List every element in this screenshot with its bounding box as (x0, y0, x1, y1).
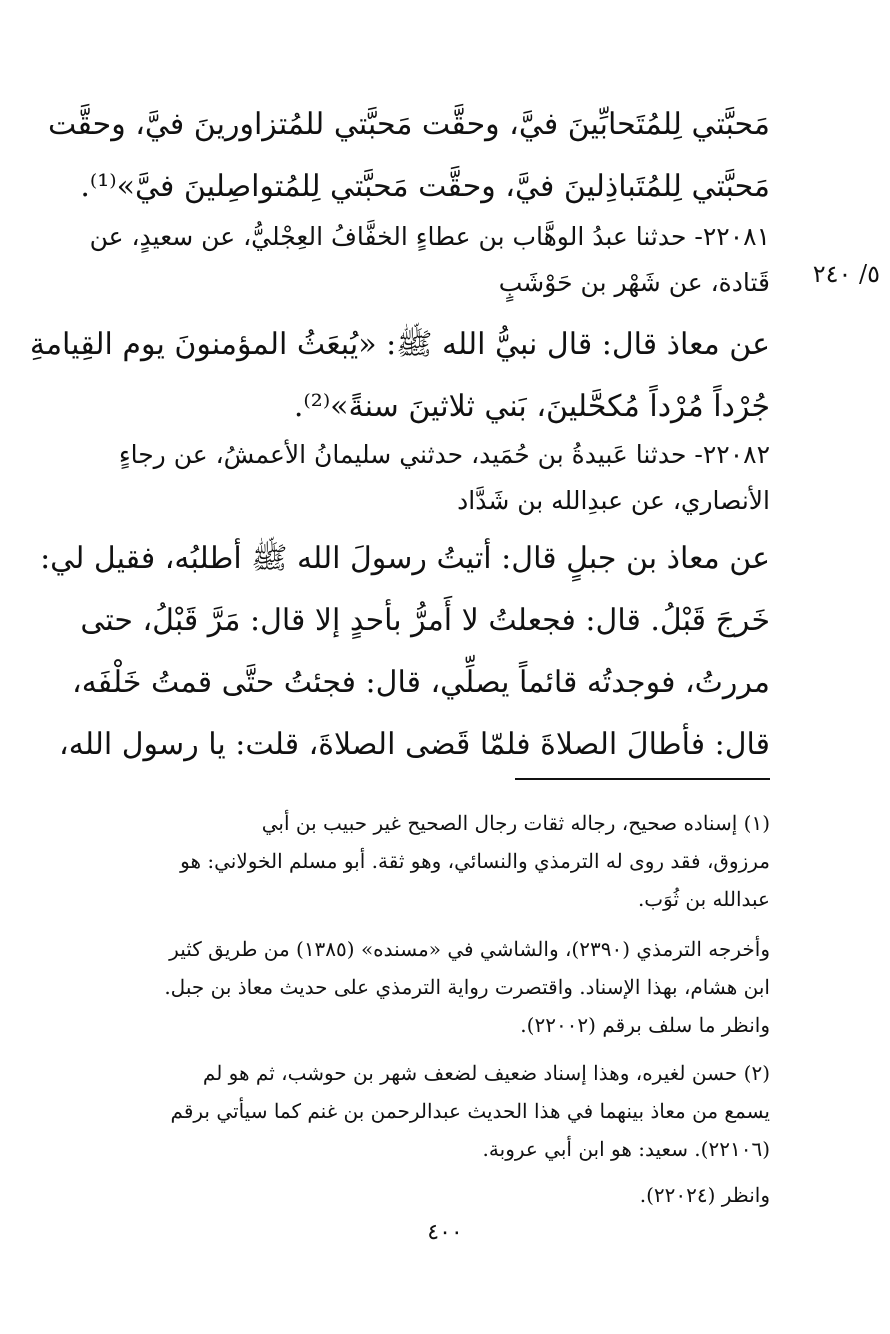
margin-volume-page-ref: ٥/ ٢٤٠ (812, 260, 880, 288)
hadith-22081-isnad (70, 214, 770, 306)
hadith-22081-matn (29, 314, 770, 438)
text-line: ٢٢٠٨٢- حدثنا عَبيدةُ بن حُمَيد، حدثني سليمانُ الأعمشُ، عن رجاءٍ (118, 440, 770, 469)
text-line: الأنصاري، عن عبدِالله بن شَدَّاد (457, 486, 770, 515)
text-line: خَرجَ قَبْلُ. قال: فجعلتُ لا أَمرُّ بأحدٍ إلا قال: مَرَّ قَبْلُ، حتى (80, 603, 770, 638)
footnote-line: وانظر (٢٢٠٢٤). (639, 1183, 770, 1207)
text-line: ٢٢٠٨١- حدثنا عبدُ الوهَّاب بن عطاءٍ الخفَّافُ العِجْليُّ، عن سعيدٍ، عن (89, 222, 770, 251)
footnote-line: وأخرجه الترمذي (٢٣٩٠)، والشاشي في «مسنده» (١٣٨٥) من طريق كثير (169, 937, 770, 961)
footnote-line: عبدالله بن ثُوَب. (637, 887, 770, 911)
footnote-2 (70, 1054, 770, 1168)
footnote-line: وانظر ما سلف برقم (٢٢٠٠٢). (520, 1013, 770, 1037)
page-number: ٤٠٠ (427, 1220, 463, 1245)
text-line: قَتادة، عن شَهْر بن حَوْشَبٍ (498, 268, 770, 297)
main-text-continuation (48, 94, 770, 218)
text-line: مَحبَّتي لِلمُتَباذِلينَ فيَّ، وحقَّت مَحبَّتي لِلمُتواصِلينَ فيَّ»⁽¹⁾. (80, 169, 770, 204)
footnote-separator (515, 778, 770, 780)
footnote-1 (70, 804, 770, 918)
footnote-line: ابن هشام، بهذا الإسناد. واقتصرت رواية الترمذي على حديث معاذ بن جبل. (164, 975, 770, 999)
text-line: مررتُ، فوجدتُه قائماً يصلِّي، قال: فجئتُ حتَّى قمتُ خَلْفَه، (72, 665, 770, 700)
footnote-line: (١) إسناده صحيح، رجاله ثقات رجال الصحيح غير حبيب بن أبي (261, 811, 770, 835)
footnote-line: (٢) حسن لغيره، وهذا إسناد ضعيف لضعف شهر بن حوشب، ثم هو لم (202, 1061, 770, 1085)
text-line: جُرْداً مُرْداً مُكحَّلينَ، بَني ثلاثينَ سنةً»⁽²⁾. (293, 389, 770, 424)
hadith-22082-matn (40, 528, 770, 776)
footnote-line: يسمع من معاذ بينهما في هذا الحديث عبدالرحمن بن غنم كما سيأتي برقم (170, 1099, 770, 1123)
text-line: مَحبَّتي لِلمُتَحابِّينَ فيَّ، وحقَّت مَحبَّتي للمُتزاورينَ فيَّ، وحقَّت (48, 107, 770, 142)
text-line: قال: فأطالَ الصلاةَ فلمّا قَضى الصلاةَ، قلت: يا رسول الله، (59, 727, 770, 762)
footnote-1-continued (70, 930, 770, 1044)
footnote-line: (٢٢١٠٦). سعيد: هو ابن أبي عروبة. (482, 1137, 770, 1161)
footnote-2-continued (70, 1176, 770, 1214)
footnote-line: مرزوق، فقد روى له الترمذي والنسائي، وهو ثقة. أبو مسلم الخولاني: هو (180, 849, 770, 873)
text-line: عن معاذ بن جبلٍ قال: أتيتُ رسولَ الله ﷺ أطلبُه، فقيل لي: (40, 541, 770, 576)
text-line: عن معاذ قال: قال نبيُّ الله ﷺ: «يُبعَثُ المؤمنونَ يوم القِيامةِ (29, 327, 770, 362)
hadith-22082-isnad (70, 432, 770, 524)
